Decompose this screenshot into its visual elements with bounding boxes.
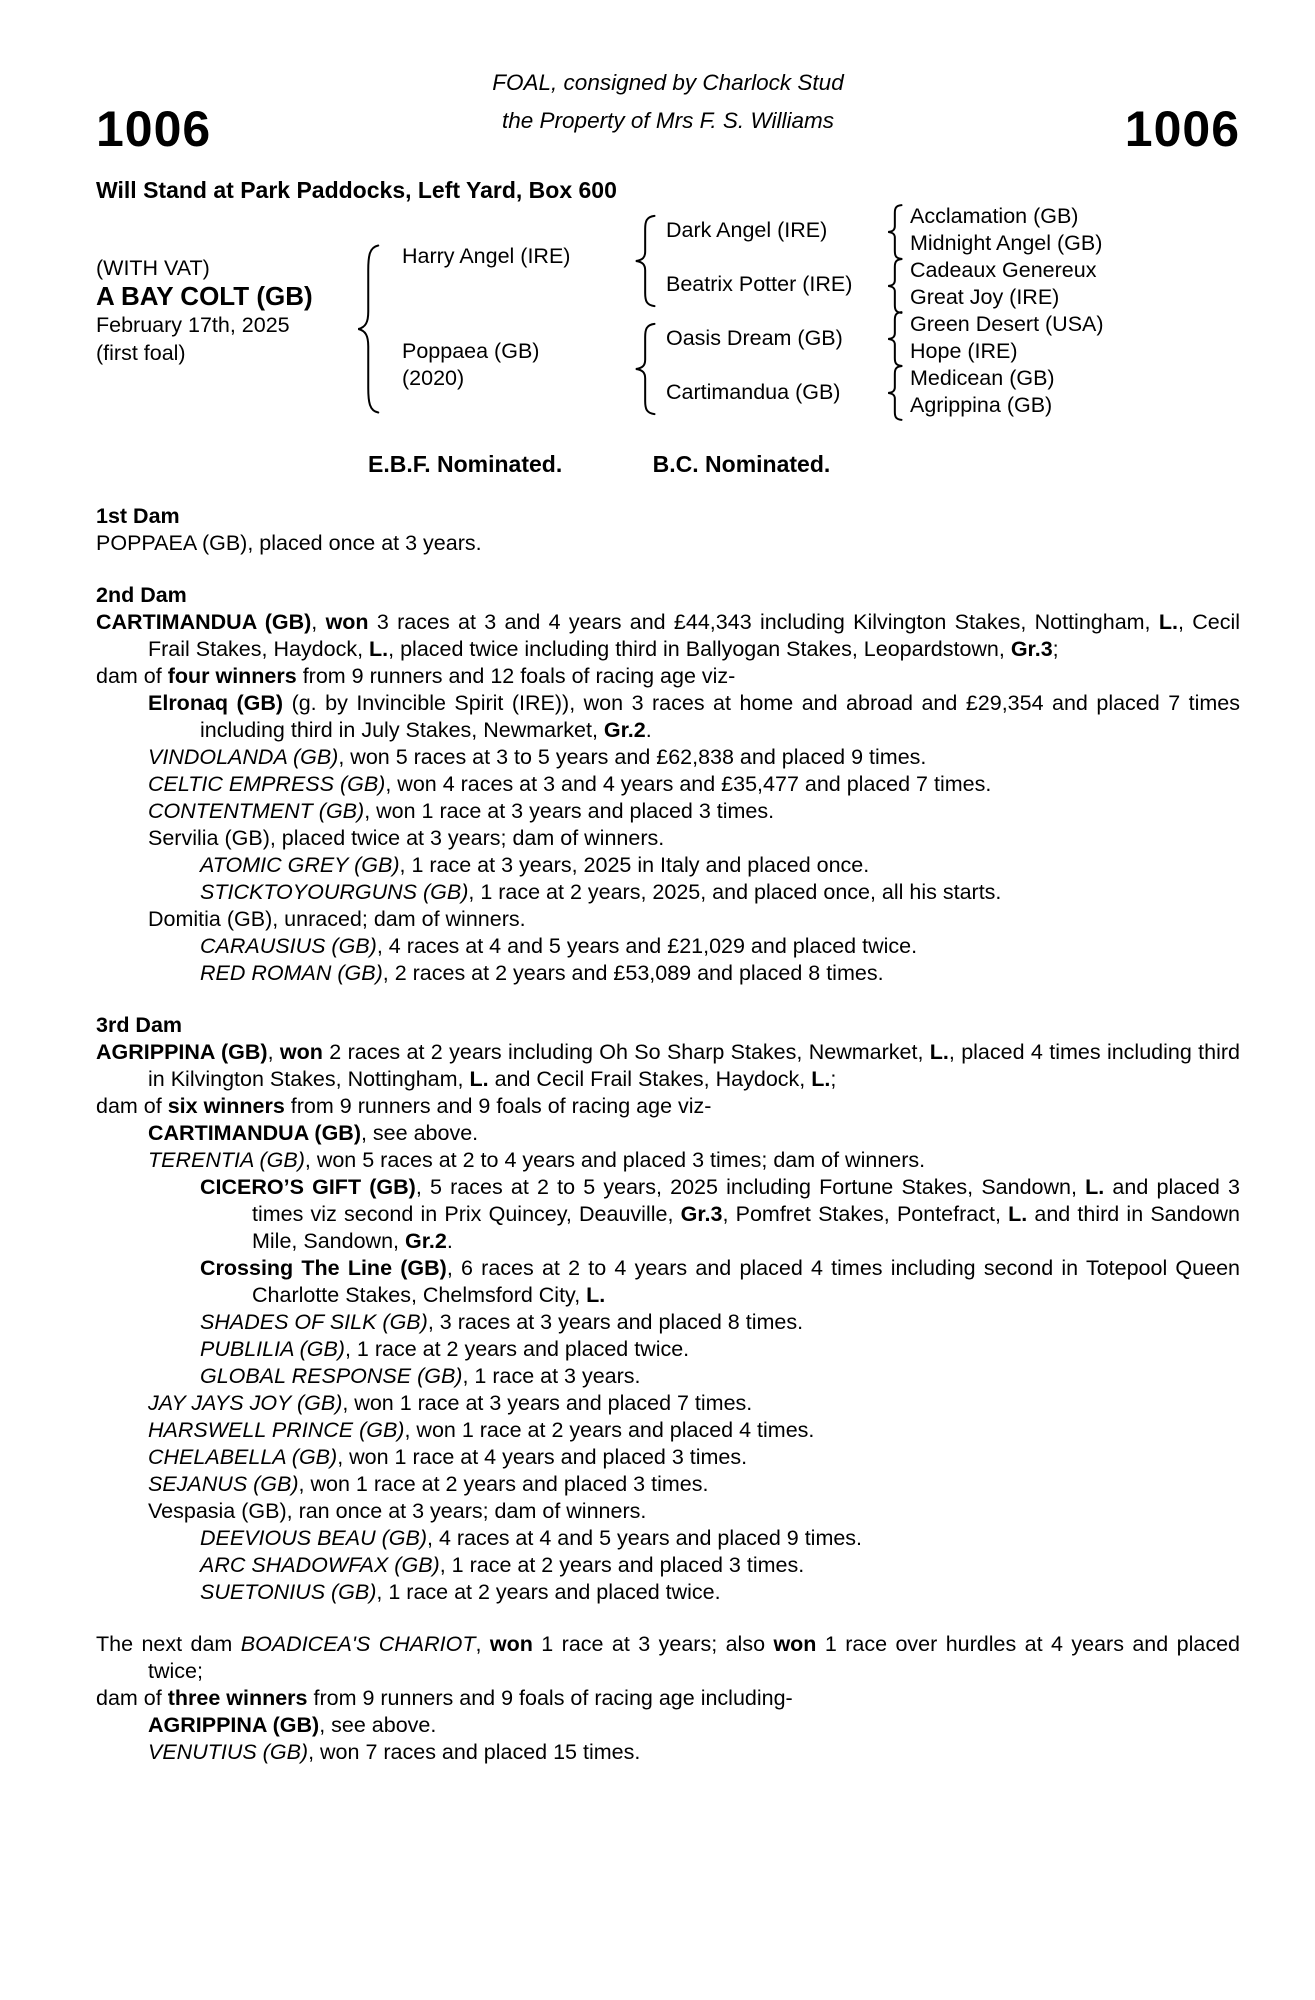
brace-icon <box>884 258 904 314</box>
foal-note: (first foal) <box>96 341 186 365</box>
pedigree-text <box>96 503 1240 1766</box>
great-grandparent-name: Cadeaux Genereux <box>910 258 1097 282</box>
lot-number-right: 1006 <box>1124 101 1240 157</box>
great-grandparent-name: Midnight Angel (GB) <box>910 231 1103 255</box>
pedigree-paragraph: AGRIPPINA (GB), won 2 races at 2 years including Oh So Sharp Stakes, Newmarket, L., placed 4 times including third in Kilvington Stakes, Nottingham, L. and Cecil Frail Stakes, Haydock, L.; <box>96 1040 1240 1091</box>
pedigree-paragraph: CARTIMANDUA (GB), won 3 races at 3 and 4 years and £44,343 including Kilvington Stakes, Nottingham, L., Cecil Frail Stakes, Haydock, L., placed twice including third in Ballyogan Stakes, Leopardstown, Gr.3; <box>96 610 1241 661</box>
great-grandparent-name: Green Desert (USA) <box>910 312 1104 336</box>
dam-section-3 <box>96 1012 1240 1606</box>
brace-icon <box>630 322 658 416</box>
nominations-line <box>96 450 1240 478</box>
consignment-block <box>96 64 1240 140</box>
pedigree-paragraph: CELTIC EMPRESS (GB), won 4 races at 3 and 4 years and £35,477 and placed 7 times. <box>148 772 992 796</box>
dam-section-2 <box>96 582 1240 987</box>
sire-name: Harry Angel (IRE) <box>402 244 571 268</box>
pedigree-paragraph: POPPAEA (GB), placed once at 3 years. <box>96 531 482 555</box>
pedigree-paragraph: SUETONIUS (GB), 1 race at 2 years and placed twice. <box>200 1580 721 1604</box>
brace-icon <box>352 242 382 416</box>
granddam-name: Beatrix Potter (IRE) <box>666 272 853 296</box>
pedigree-tree <box>96 204 1240 444</box>
dam-name: Poppaea (GB) <box>402 339 540 363</box>
great-grandparents-block <box>910 203 1104 419</box>
pedigree-paragraph: Crossing The Line (GB), 6 races at 2 to 4 years and placed 4 times including second in Totepool Queen Charlotte Stakes, Chelmsford City, L. <box>200 1256 1240 1307</box>
pedigree-paragraph: HARSWELL PRINCE (GB), won 1 race at 2 years and placed 4 times. <box>148 1418 815 1442</box>
pedigree-paragraph: Elronaq (GB) (g. by Invincible Spirit (IRE)), won 3 races at home and abroad and £29,354 and placed 7 times including third in July Stakes, Newmarket, Gr.2. <box>148 691 1240 742</box>
section-heading: 3rd Dam <box>96 1013 183 1037</box>
pedigree-paragraph: CICERO’S GIFT (GB), 5 races at 2 to 5 years, 2025 including Fortune Stakes, Sandown, L. and placed 3 times viz second in Prix Quincey, Deauville, Gr.3, Pomfret Stakes, Pontefract, L. and third in Sandown Mile, Sandown, Gr.2. <box>200 1175 1240 1253</box>
foal-date: February 17th, 2025 <box>96 313 290 337</box>
pedigree-paragraph: SHADES OF SILK (GB), 3 races at 3 years and placed 8 times. <box>200 1310 804 1334</box>
stand-location: Will Stand at Park Paddocks, Left Yard, Box 600 <box>96 177 617 203</box>
pedigree-paragraph: VINDOLANDA (GB), won 5 races at 3 to 5 years and £62,838 and placed 9 times. <box>148 745 927 769</box>
pedigree-paragraph: Vespasia (GB), ran once at 3 years; dam of winners. <box>148 1499 647 1523</box>
pedigree-paragraph: CONTENTMENT (GB), won 1 race at 3 years and placed 3 times. <box>148 799 775 823</box>
vat-note: (WITH VAT) <box>96 256 210 280</box>
great-grandparent-name: Great Joy (IRE) <box>910 285 1060 309</box>
section-heading: 2nd Dam <box>96 583 187 607</box>
pedigree-paragraph: JAY JAYS JOY (GB), won 1 race at 3 years and placed 7 times. <box>148 1391 753 1415</box>
pedigree-paragraph: GLOBAL RESPONSE (GB), 1 race at 3 years. <box>200 1364 641 1388</box>
pedigree-paragraph: dam of six winners from 9 runners and 9 foals of racing age viz- <box>96 1094 712 1118</box>
bc-nominated: B.C. Nominated. <box>652 451 831 477</box>
pedigree-paragraph: TERENTIA (GB), won 5 races at 2 to 4 years and placed 3 times; dam of winners. <box>148 1148 926 1172</box>
pedigree-paragraph: RED ROMAN (GB), 2 races at 2 years and £53,089 and placed 8 times. <box>200 961 884 985</box>
foal-name: A BAY COLT (GB) <box>96 281 313 311</box>
brace-icon <box>884 365 904 421</box>
pedigree-paragraph: ATOMIC GREY (GB), 1 race at 3 years, 2025 in Italy and placed once. <box>200 853 870 877</box>
ebf-nominated: E.B.F. Nominated. <box>368 451 563 477</box>
grandsire-name: Dark Angel (IRE) <box>666 218 828 242</box>
pedigree-paragraph: Domitia (GB), unraced; dam of winners. <box>148 907 526 931</box>
great-grandparent-name: Acclamation (GB) <box>910 204 1079 228</box>
pedigree-paragraph: SEJANUS (GB), won 1 race at 2 years and placed 3 times. <box>148 1472 709 1496</box>
pedigree-paragraph: DEEVIOUS BEAU (GB), 4 races at 4 and 5 years and placed 9 times. <box>200 1526 863 1550</box>
pedigree-paragraph: dam of four winners from 9 runners and 12 foals of racing age viz- <box>96 664 736 688</box>
pedigree-paragraph: CARAUSIUS (GB), 4 races at 4 and 5 years and £21,029 and placed twice. <box>200 934 918 958</box>
brace-icon <box>630 214 658 308</box>
dam-section-1 <box>96 503 1240 557</box>
lot-number-left: 1006 <box>96 101 212 157</box>
dam-block <box>402 338 539 392</box>
owner-line: the Property of Mrs F. S. Williams <box>502 108 834 133</box>
page-header <box>96 64 1240 157</box>
great-grandparent-name: Hope (IRE) <box>910 339 1018 363</box>
pedigree-paragraph: PUBLILIA (GB), 1 race at 2 years and placed twice. <box>200 1337 690 1361</box>
pedigree-paragraph: STICKTOYOURGUNS (GB), 1 race at 2 years, 2025, and placed once, all his starts. <box>200 880 1002 904</box>
brace-icon <box>884 311 904 367</box>
pedigree-paragraph: ARC SHADOWFAX (GB), 1 race at 2 years and placed 3 times. <box>200 1553 805 1577</box>
great-grandparent-name: Agrippina (GB) <box>910 393 1053 417</box>
pedigree-paragraph: VENUTIUS (GB), won 7 races and placed 15 times. <box>148 1740 641 1764</box>
pedigree-paragraph: dam of three winners from 9 runners and 9 foals of racing age including- <box>96 1686 793 1710</box>
dam-year: (2020) <box>402 366 465 390</box>
pedigree-paragraph: AGRIPPINA (GB), see above. <box>148 1713 437 1737</box>
pedigree-paragraph: Servilia (GB), placed twice at 3 years; dam of winners. <box>148 826 665 850</box>
section-heading: 1st Dam <box>96 504 180 528</box>
grandsire-name: Oasis Dream (GB) <box>666 326 843 350</box>
next-dam-section <box>96 1631 1240 1766</box>
great-grandparent-name: Medicean (GB) <box>910 366 1055 390</box>
pedigree-paragraph: CARTIMANDUA (GB), see above. <box>148 1121 479 1145</box>
brace-icon <box>884 204 904 260</box>
consignor-line: FOAL, consigned by Charlock Stud <box>492 70 844 95</box>
foal-info <box>96 254 313 367</box>
granddam-name: Cartimandua (GB) <box>666 380 841 404</box>
pedigree-paragraph: The next dam BOADICEA'S CHARIOT, won 1 race at 3 years; also won 1 race over hurdles at 4 years and placed twice; <box>96 1632 1240 1683</box>
pedigree-paragraph: CHELABELLA (GB), won 1 race at 4 years and placed 3 times. <box>148 1445 748 1469</box>
